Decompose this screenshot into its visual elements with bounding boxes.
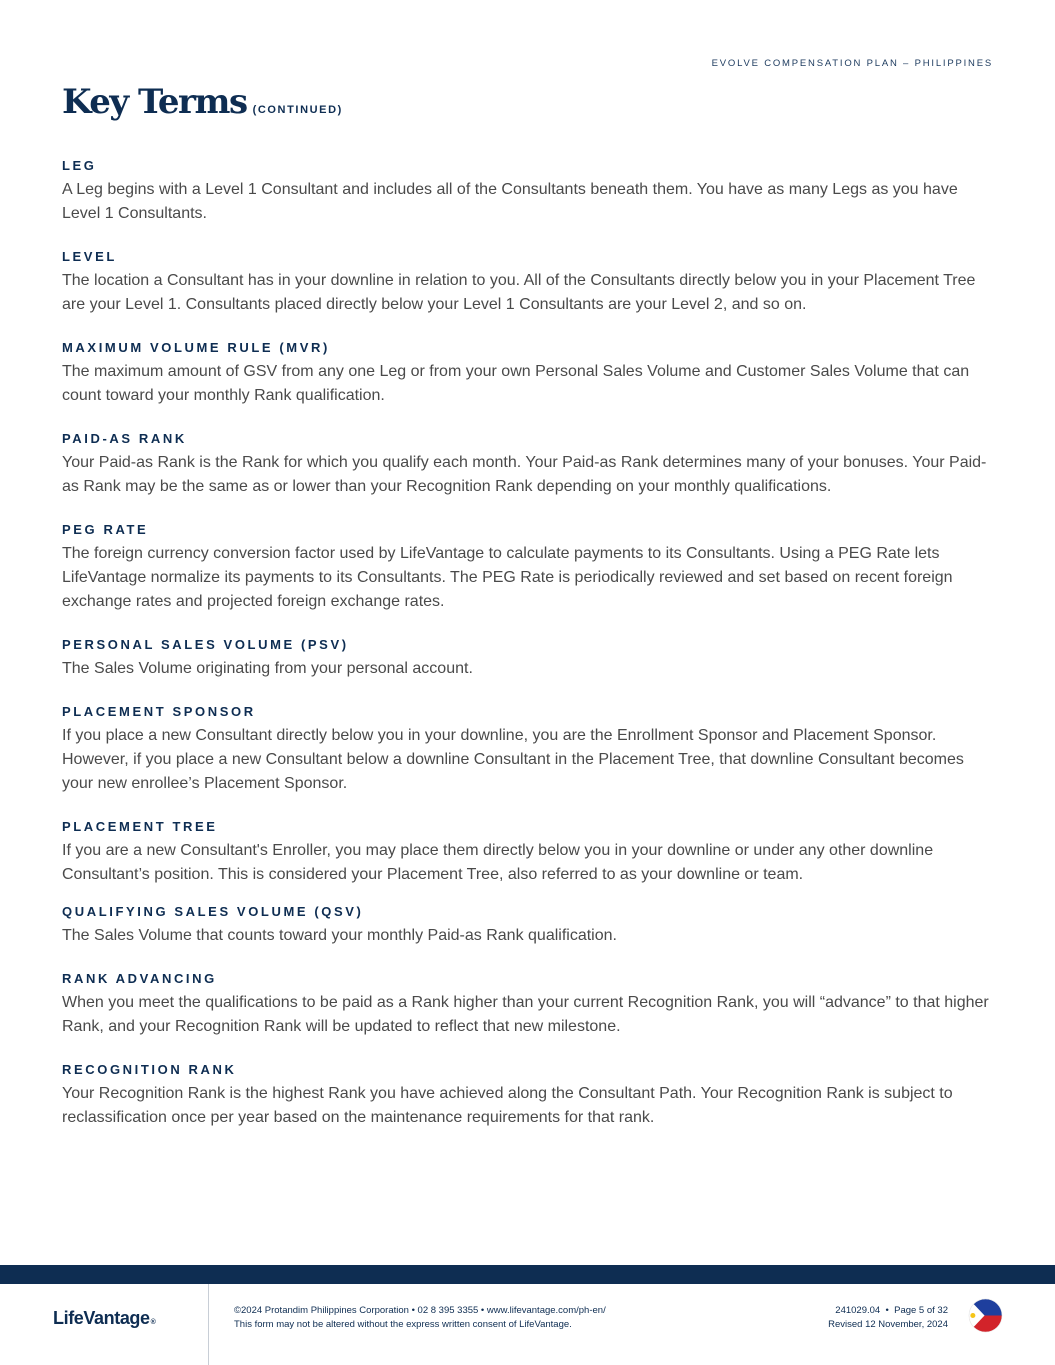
term-qualifying-sales-volume	[62, 904, 997, 948]
doc-separator: •	[885, 1305, 889, 1316]
footer-doc-info	[828, 1304, 948, 1332]
term-leg	[62, 158, 997, 226]
doc-number: 241029.04	[835, 1305, 881, 1316]
page-title-group	[62, 82, 343, 122]
footer-divider	[208, 1284, 209, 1365]
term-paid-as-rank	[62, 431, 997, 499]
term-level	[62, 249, 997, 317]
logo-registered-mark: ®	[150, 1319, 156, 1326]
footer	[0, 1284, 1055, 1365]
page-info: Page 5 of 32	[894, 1305, 948, 1316]
term-recognition-rank	[62, 1062, 997, 1130]
footer-band	[0, 1265, 1055, 1284]
flag-sun	[970, 1313, 975, 1318]
term-definition: When you meet the qualifications to be paid as a Rank higher than your current Recognition Rank, you will “advance” to that higher Rank, and your Recognition Rank will be updated to reflect that new milestone.	[62, 994, 989, 1035]
term-title: PERSONAL SALES VOLUME (PSV)	[62, 637, 349, 652]
term-definition: A Leg begins with a Level 1 Consultant and includes all of the Consultants beneath them. You have as many Legs as you have Level 1 Consultants.	[62, 181, 958, 222]
footer-doc-line	[828, 1304, 948, 1318]
term-title: RECOGNITION RANK	[62, 1062, 237, 1077]
header-doc-label: EVOLVE COMPENSATION PLAN – PHILIPPINES	[711, 58, 993, 69]
terms-list	[62, 158, 997, 1153]
term-definition: If you are a new Consultant's Enroller, you may place them directly below you in your downline or under any other downline Consultant’s position. This is considered your Placement Tree, also referred to as your downline or team.	[62, 842, 934, 883]
term-definition: Your Paid-as Rank is the Rank for which you qualify each month. Your Paid-as Rank determines many of your bonuses. Your Paid-as Rank may be the same as or lower than your Recognition Rank depending on your monthly qualifications.	[62, 454, 987, 495]
term-rank-advancing	[62, 971, 997, 1039]
term-definition: The Sales Volume that counts toward your monthly Paid-as Rank qualification.	[62, 927, 617, 944]
term-title: MAXIMUM VOLUME RULE (MVR)	[62, 340, 330, 355]
term-title: RANK ADVANCING	[62, 971, 217, 986]
footer-legal	[234, 1304, 606, 1332]
term-personal-sales-volume	[62, 637, 997, 681]
term-placement-sponsor	[62, 704, 997, 796]
term-definition: The foreign currency conversion factor used by LifeVantage to calculate payments to its Consultants. Using a PEG Rate lets LifeVantage normalize its payments to its Consultants. The PEG Rate is periodically reviewed and set based on recent foreign exchange rates and projected foreign exchange rates.	[62, 545, 953, 610]
term-definition: The location a Consultant has in your downline in relation to you. All of the Consultants directly below you in your Placement Tree are your Level 1. Consultants placed directly below your Level 1 Consultants are your Level 2, and so on.	[62, 272, 976, 313]
term-definition: Your Recognition Rank is the highest Rank you have achieved along the Consultant Path. Your Recognition Rank is subject to reclassification once per year based on the maintenance requirements for that rank.	[62, 1085, 953, 1126]
term-title: PLACEMENT SPONSOR	[62, 704, 256, 719]
term-title: PLACEMENT TREE	[62, 819, 218, 834]
page-title: Key Terms	[62, 82, 247, 122]
lifevantage-logo	[53, 1308, 155, 1329]
term-peg-rate	[62, 522, 997, 614]
term-definition: The Sales Volume originating from your personal account.	[62, 660, 473, 677]
revised-date: Revised 12 November, 2024	[828, 1319, 948, 1330]
term-definition: The maximum amount of GSV from any one Leg or from your own Personal Sales Volume and Customer Sales Volume that can count toward your monthly Rank qualification.	[62, 363, 970, 404]
page-subtitle: (CONTINUED)	[252, 104, 343, 116]
term-title: PAID-AS RANK	[62, 431, 187, 446]
term-title: LEG	[62, 158, 97, 173]
term-maximum-volume-rule	[62, 340, 997, 408]
term-definition: If you place a new Consultant directly below you in your downline, you are the Enrollment Sponsor and Placement Sponsor. However, if you place a new Consultant below a downline Consultant in the Placement Tree, that downline Consultant becomes your new enrollee’s Placement Sponsor.	[62, 727, 964, 792]
term-placement-tree	[62, 819, 997, 887]
logo-text: LifeVantage	[53, 1308, 150, 1328]
term-title: LEVEL	[62, 249, 117, 264]
term-title: PEG RATE	[62, 522, 149, 537]
footer-notice: This form may not be altered without the express written consent of LifeVantage.	[234, 1319, 572, 1330]
philippines-flag-icon	[968, 1298, 1003, 1333]
footer-copyright: ©2024 Protandim Philippines Corporation • 02 8 395 3355 • www.lifevantage.com/ph-en/	[234, 1305, 606, 1316]
term-title: QUALIFYING SALES VOLUME (QSV)	[62, 904, 364, 919]
